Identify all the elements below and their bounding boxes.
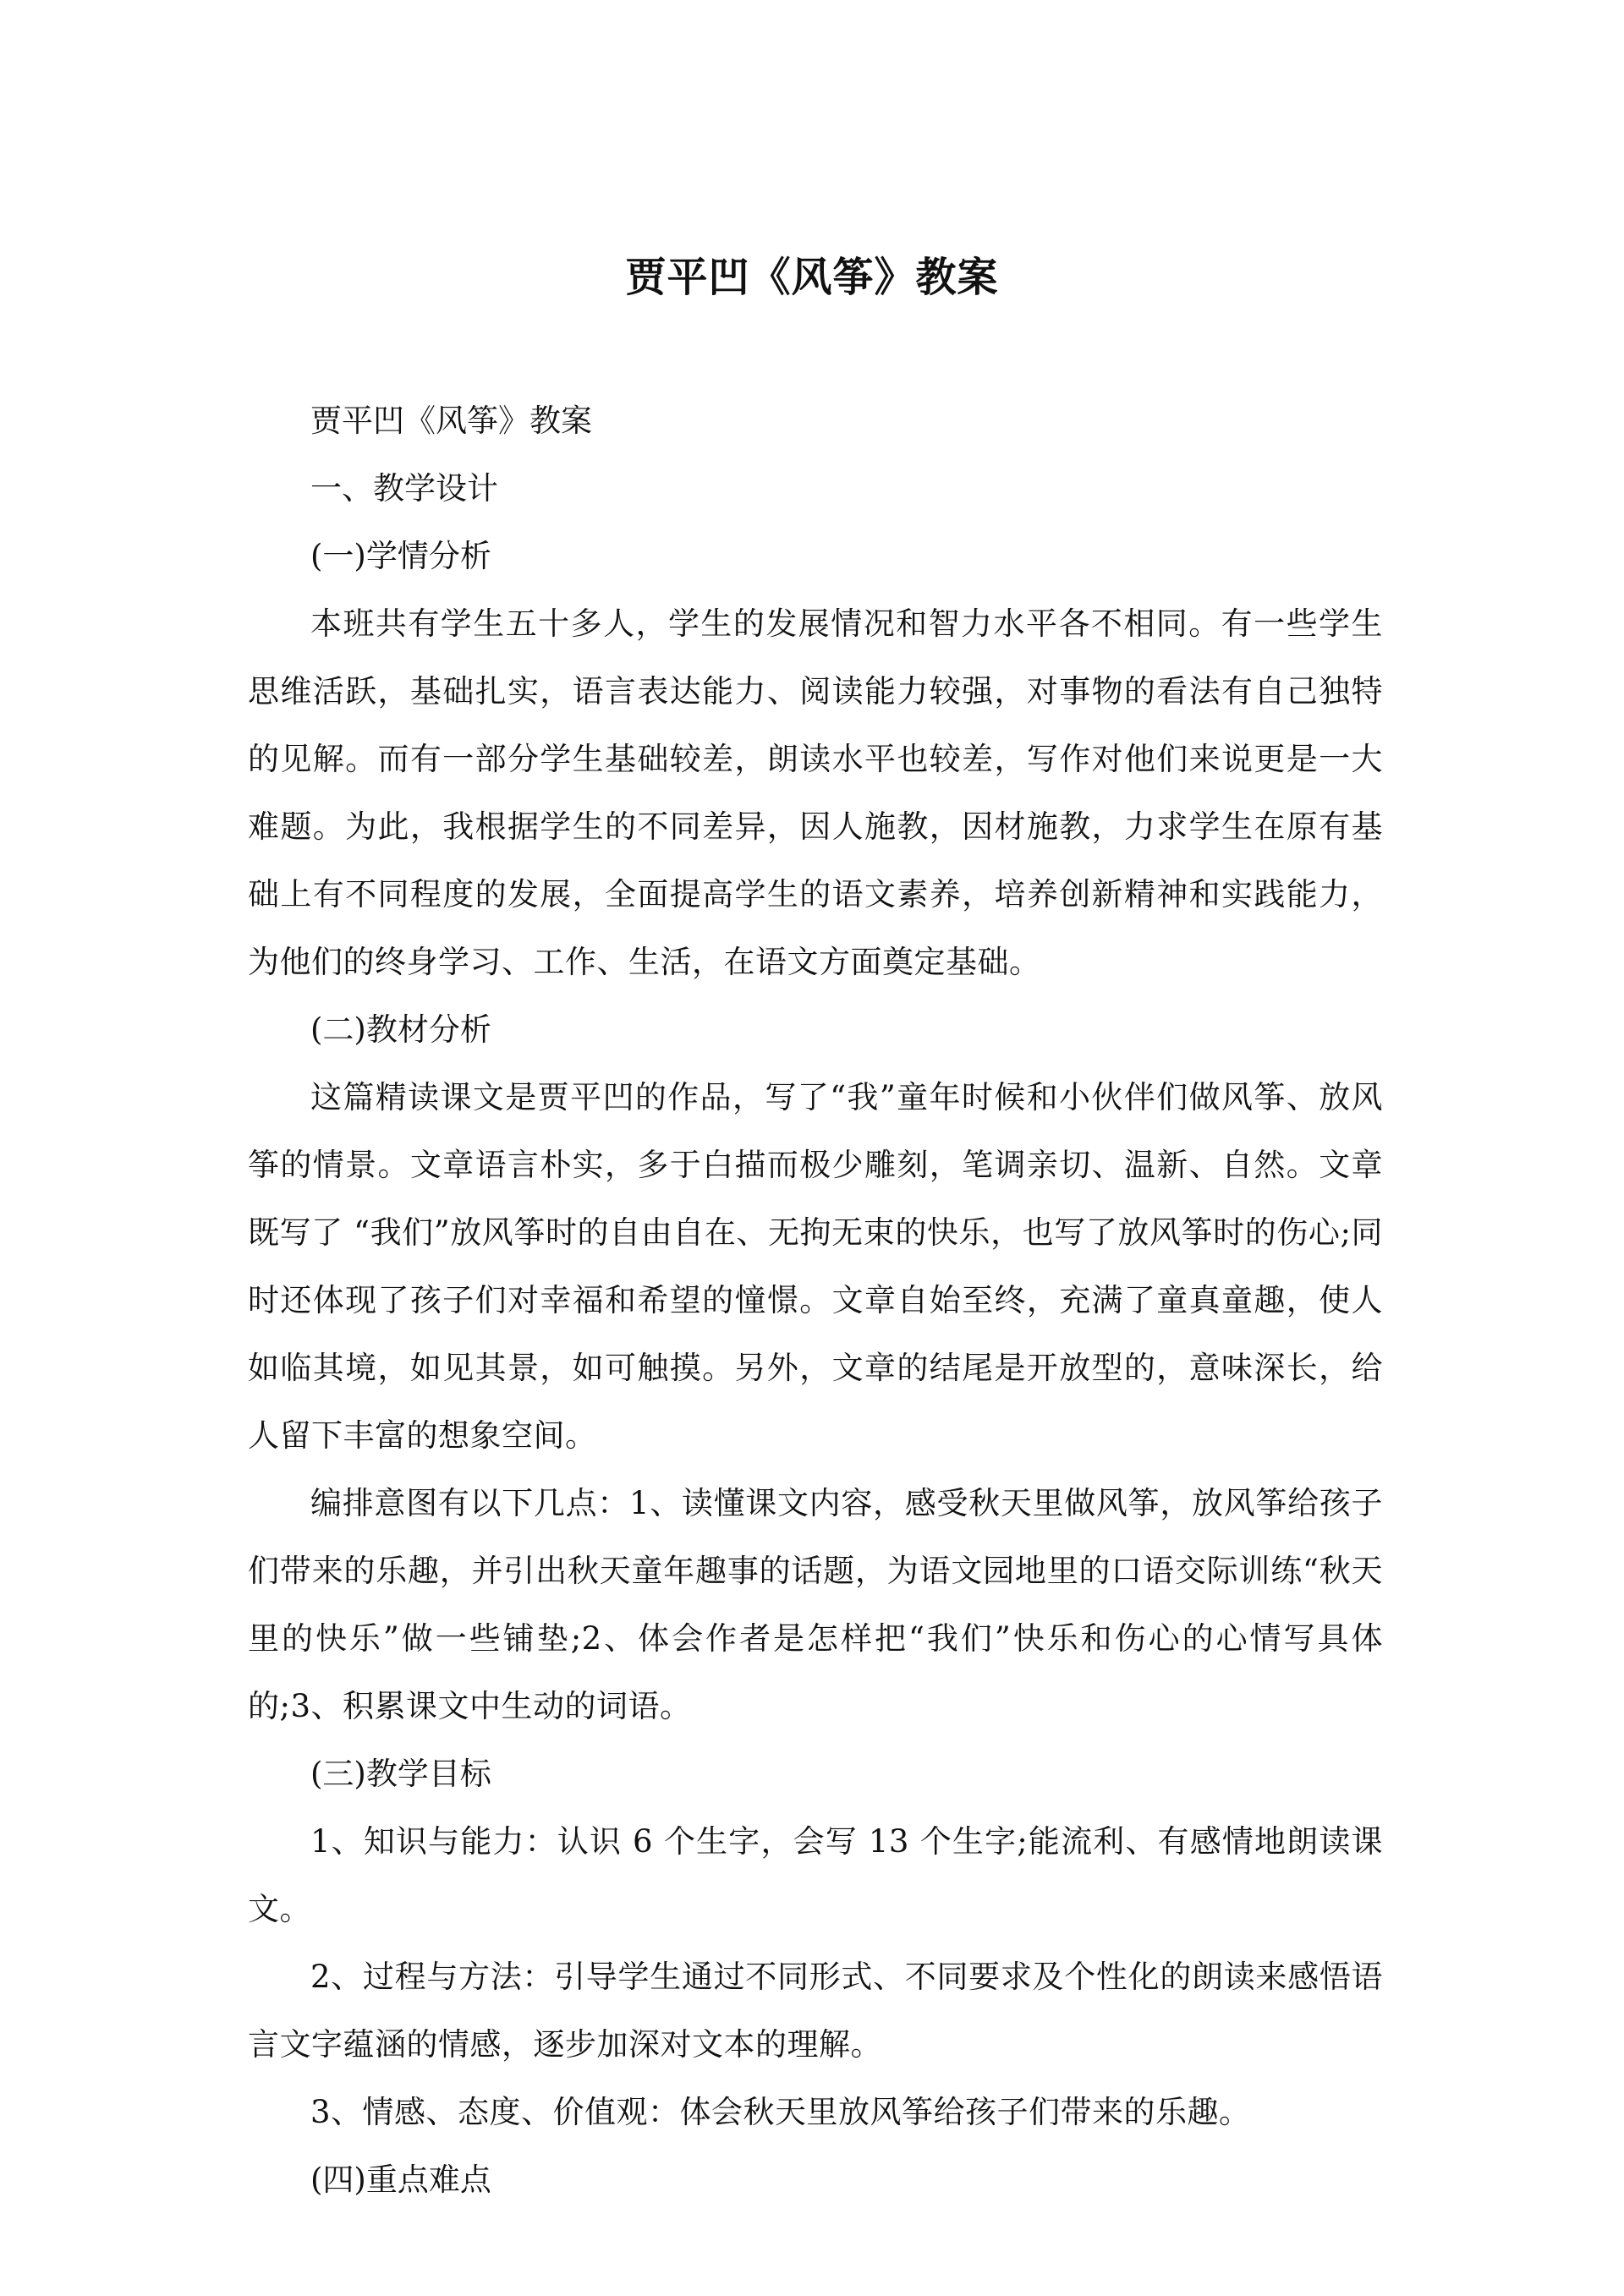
- paragraph-student-analysis: 本班共有学生五十多人，学生的发展情况和智力水平各不相同。有一些学生思维活跃，基础扎实，语言表达能力、阅读能力较强，对事物的看法有自己独特的见解。而有一部分学生基础较差，朗读水平也较差，写作对他们来说更是一大难题。为此，我根据学生的不同差异，因人施教，因材施教，力求学生在原有基础上有不同程度的发展，全面提高学生的语文素养，培养创新精神和实践能力，为他们的终身学习、工作、生活，在语文方面奠定基础。: [248, 606, 1383, 980]
- subheading-material-analysis: (二)教材分析: [310, 1011, 491, 1048]
- section-heading-teaching-design: 一、教学设计: [310, 470, 498, 507]
- paragraph-goal-process: 2、过程与方法：引导学生通过不同形式、不同要求及个性化的朗读来感悟语言文字蕴涵的情感，逐步加深对文本的理解。: [248, 1959, 1383, 2063]
- document-title: 贾平凹《风筝》教案: [625, 254, 999, 301]
- document-body: [248, 387, 1383, 2214]
- paragraph-arrangement-intent: 编排意图有以下几点：1、读懂课文内容，感受秋天里做风筝，放风筝给孩子们带来的乐趣，并引出秋天童年趣事的话题，为语文园地里的口语交际训练“秋天里的快乐”做一些铺垫;2、体会作者是怎样把“我们”快乐和伤心的心情写具体的;3、积累课文中生动的词语。: [248, 1485, 1383, 1724]
- subtitle-line: 贾平凹《风筝》教案: [310, 403, 592, 439]
- subheading-teaching-goals: (三)教学目标: [310, 1756, 491, 1792]
- subheading-key-difficulties: (四)重点难点: [310, 2162, 491, 2198]
- paragraph-goal-knowledge: 1、知识与能力：认识 6 个生字，会写 13 个生字;能流利、有感情地朗读课文。: [248, 1823, 1383, 1927]
- paragraph-goal-emotion: 3、情感、态度、价值观：体会秋天里放风筝给孩子们带来的乐趣。: [310, 2094, 1251, 2130]
- subheading-student-analysis: (一)学情分析: [310, 538, 491, 574]
- paragraph-material-analysis: 这篇精读课文是贾平凹的作品，写了“我”童年时候和小伙伴们做风筝、放风筝的情景。文章语言朴实，多于白描而极少雕刻，笔调亲切、温新、自然。文章既写了 “我们”放风筝时的自由自在、无拘无束的快乐，也写了放风筝时的伤心;同时还体现了孩子们对幸福和希望的憧憬。文章自始至终，充满了童真童趣，使人如临其境，如见其景，如可触摸。另外，文章的结尾是开放型的，意味深长，给人留下丰富的想象空间。: [248, 1079, 1383, 1454]
